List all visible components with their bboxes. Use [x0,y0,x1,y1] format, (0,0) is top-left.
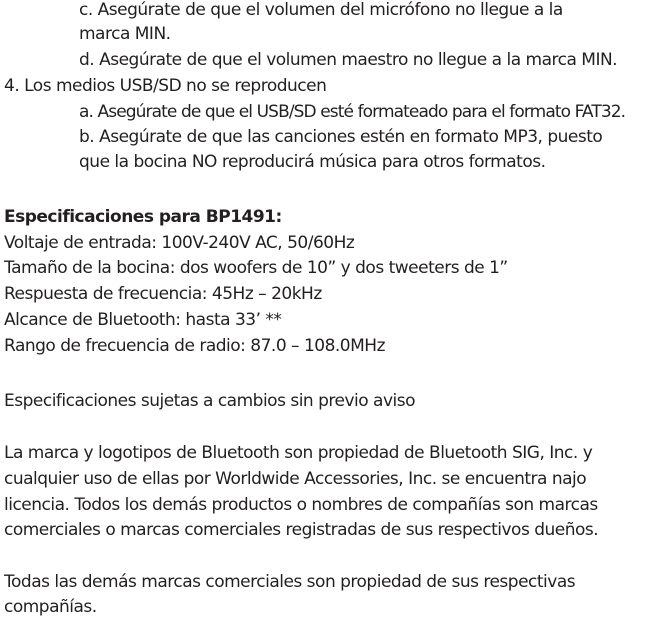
other-trademarks-line2: compañías. [4,597,97,617]
troubleshooting-item-4b-line1: b. Asegúrate de que las canciones estén en formato MP3, puesto [79,127,603,147]
other-trademarks-line1: Todas las demás marcas comerciales son propiedad de sus respectivas [4,572,576,592]
troubleshooting-item-4b-line2: que la bocina NO reproducirá música para otros formatos. [79,152,546,172]
troubleshooting-item-c-line1: c. Asegúrate de que el volumen del micrófono no llegue a la [79,0,563,20]
bluetooth-trademark-line1: La marca y logotipos de Bluetooth son propiedad de Bluetooth SIG, Inc. y [4,443,593,463]
spec-bluetooth-range: Alcance de Bluetooth: hasta 33’ ** [4,310,282,330]
specs-heading: Especificaciones para BP1491: [4,207,282,227]
troubleshooting-item-d: d. Asegúrate de que el volumen maestro no llegue a la marca MIN. [79,50,618,70]
bluetooth-trademark-line4: comerciales o marcas comerciales registradas de sus respectivos dueños. [4,520,599,540]
spec-frequency-response: Respuesta de frecuencia: 45Hz – 20kHz [4,284,322,304]
bluetooth-trademark-line3: licencia. Todos los demás productos o nombres de compañías son marcas [4,495,598,515]
bluetooth-trademark-line2: cualquier uso de ellas por Worldwide Accessories, Inc. se encuentra najo [4,469,587,489]
troubleshooting-item-c-line2: marca MIN. [79,24,171,44]
spec-speaker-size: Tamaño de la bocina: dos woofers de 10” y dos tweeters de 1” [4,258,508,278]
troubleshooting-item-4a: a. Asegúrate de que el USB/SD esté formateado para el formato FAT32. [79,102,626,122]
spec-voltage: Voltaje de entrada: 100V-240V AC, 50/60Hz [4,233,355,253]
spec-radio-range: Rango de frecuencia de radio: 87.0 – 108.0MHz [4,336,385,356]
troubleshooting-item-4-title: 4. Los medios USB/SD no se reproducen [4,76,327,96]
specs-change-notice: Especificaciones sujetas a cambios sin previo aviso [4,391,416,411]
